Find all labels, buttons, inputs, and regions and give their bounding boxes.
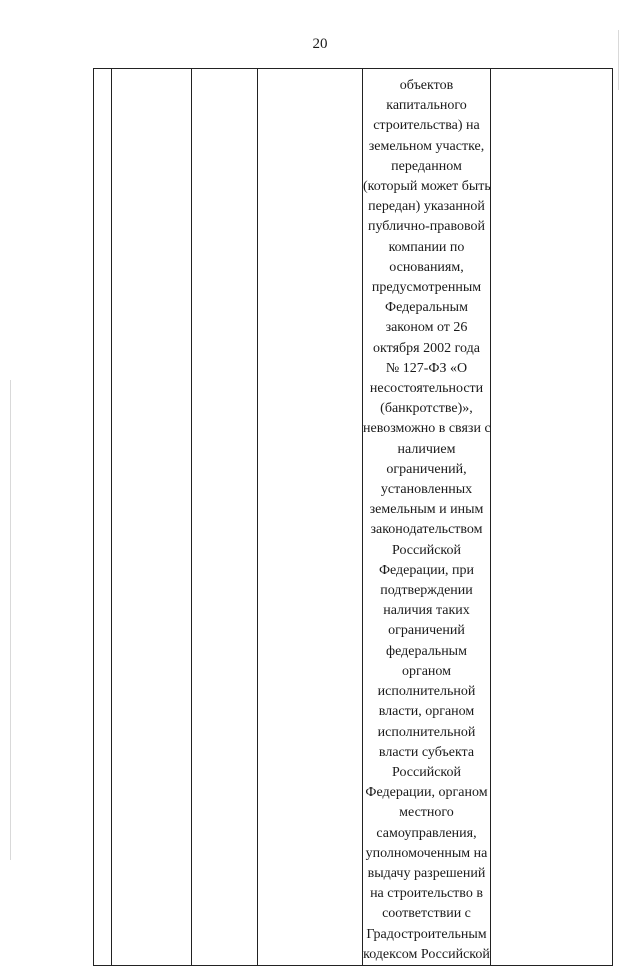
text-line: предусмотренным: [371, 280, 482, 296]
text-line: переданном: [391, 158, 462, 174]
text-line: октября 2002 года: [373, 340, 480, 356]
text-line: законодательством: [370, 522, 483, 538]
text-line: Федерации, органом: [365, 785, 488, 801]
text-line: Российской: [392, 764, 461, 780]
text-line: (банкротстве)»,: [380, 401, 473, 417]
text-line: подтверждении: [380, 583, 473, 599]
text-line: Федерации, при: [378, 562, 475, 578]
text-line: земельном участке,: [368, 138, 485, 154]
table-cell-description: [363, 69, 491, 966]
text-line: ограничений: [388, 623, 465, 639]
table-cell-4: [258, 69, 363, 966]
text-line: законом от 26: [385, 320, 468, 336]
table-cell-3: [192, 69, 258, 966]
text-line: объектов: [399, 78, 454, 93]
text-line: Федеральным: [385, 300, 468, 316]
table-cell-2: [112, 69, 192, 966]
text-line: исполнительной: [377, 724, 476, 740]
text-line: публично-правовой: [368, 219, 485, 235]
text-line: земельным и иным: [369, 502, 484, 518]
text-line: (который может быть: [363, 179, 491, 195]
text-line: федеральным: [386, 643, 467, 659]
table-cell-6: [491, 69, 613, 966]
text-line: компании по: [388, 239, 465, 255]
text-line: установленных: [380, 482, 473, 498]
text-line: местного: [399, 805, 454, 821]
text-line: исполнительной: [377, 684, 476, 700]
text-line: капитального: [386, 98, 467, 114]
text-line: Российской: [392, 542, 461, 558]
text-line: наличия таких: [383, 603, 470, 619]
text-line: несостоятельности: [369, 381, 484, 397]
scan-artifact-left: [10, 380, 11, 860]
text-line: передан) указанной: [368, 199, 485, 215]
text-line: Градостроительным: [366, 926, 487, 942]
text-line: выдачу разрешений: [367, 865, 486, 881]
text-line: самоуправления,: [376, 825, 477, 841]
text-line: ограничений,: [386, 461, 467, 477]
text-line: № 127-ФЗ «О: [385, 360, 468, 376]
text-line: основаниям,: [389, 259, 464, 275]
table-row: [94, 69, 613, 966]
text-line: власти, органом: [378, 704, 475, 720]
text-line: органом: [401, 663, 452, 679]
scan-artifact-right: [618, 30, 619, 90]
text-line: соответствии с: [382, 906, 471, 922]
description-text: [363, 76, 490, 965]
text-line: строительства) на: [373, 118, 480, 134]
document-table: [93, 68, 613, 966]
text-line: кодексом Российской: [363, 946, 490, 962]
text-line: наличием: [397, 441, 456, 457]
text-line: власти субъекта: [378, 744, 475, 760]
table-cell-1: [94, 69, 112, 966]
text-line: уполномоченным на: [365, 845, 488, 861]
text-line: на строительство в: [370, 886, 483, 902]
page-number: 20: [312, 36, 328, 52]
text-line: невозможно в связи с: [363, 421, 491, 437]
